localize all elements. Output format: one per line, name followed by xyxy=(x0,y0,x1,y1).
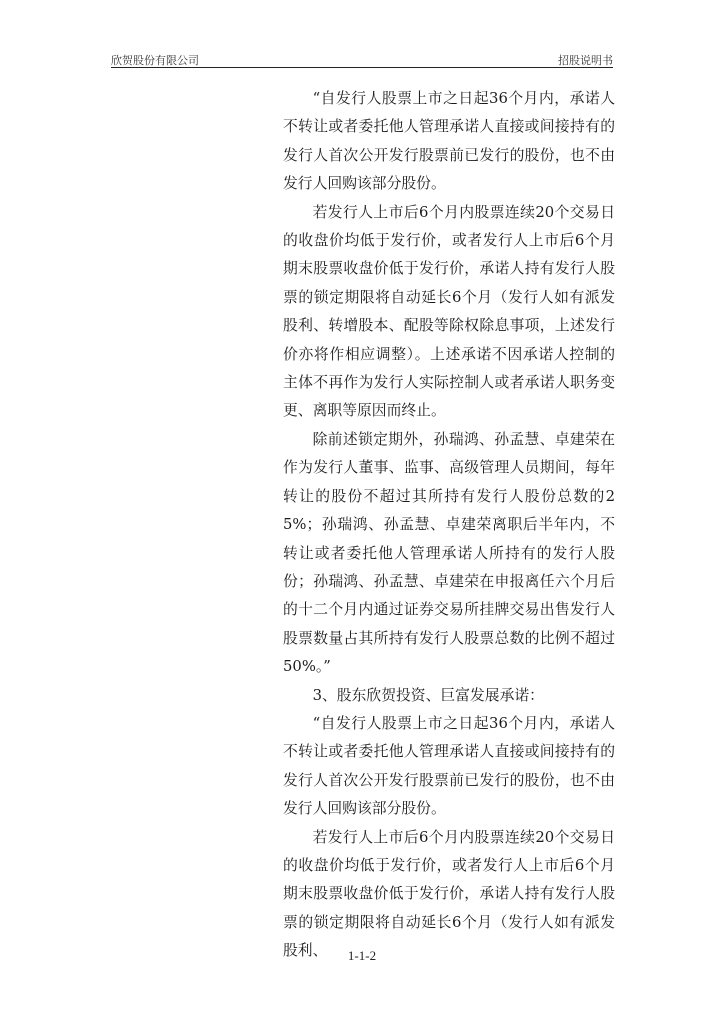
page-number: 1-1-2 xyxy=(347,948,377,963)
company-name: 欣贺股份有限公司 xyxy=(111,54,199,67)
paragraph: 若发行人上市后6个月内股票连续20个交易日的收盘价均低于发行价，或者发行人上市后6个月期末股票收盘价低于发行价，承诺人持有发行人股票的锁定期限将自动延长6个月（发行人如有派发股利、 xyxy=(283,828,615,960)
paragraph: “自发行人股票上市之日起36个月内，承诺人不转让或者委托他人管理承诺人直接或间接持有的发行人首次公开发行股票前已发行的股份，也不由发行人回购该部分股份。 xyxy=(283,714,615,818)
paragraph: “自发行人股票上市之日起36个月内，承诺人不转让或者委托他人管理承诺人直接或间接持有的发行人首次公开发行股票前已发行的股份，也不由发行人回购该部分股份。 xyxy=(283,90,615,193)
document-type: 招股说明书 xyxy=(558,54,613,67)
paragraph: 除前述锁定期外，孙瑞鸿、孙孟慧、卓建荣在作为发行人董事、监事、高级管理人员期间，每年转让的股份不超过其所持有发行人股份总数的25%；孙瑞鸿、孙孟慧、卓建荣离职后半年内，不转让或者委托他人管理承诺人所持有的发行人股份；孙瑞鸿、孙孟慧、卓建荣在申报离任六个月后的十二个月内通过证券交易所挂牌交易出售发行人股票数量占其所持有发行人股票总数的比例不超过50%。” xyxy=(283,430,615,676)
body-text xyxy=(283,85,615,966)
paragraph: 若发行人上市后6个月内股票连续20个交易日的收盘价均低于发行价，或者发行人上市后6个月期末股票收盘价低于发行价，承诺人持有发行人股票的锁定期限将自动延长6个月（发行人如有派发股利、转增股本、配股等除权除息事项，上述发行价亦将作相应调整）。上述承诺不因承诺人控制的主体不再作为发行人实际控制人或者承诺人职务变更、离职等原因而终止。 xyxy=(283,203,615,420)
paragraph: 3、股东欣贺投资、巨富发展承诺： xyxy=(312,686,544,704)
page-header xyxy=(111,49,613,67)
header-divider xyxy=(111,67,613,68)
